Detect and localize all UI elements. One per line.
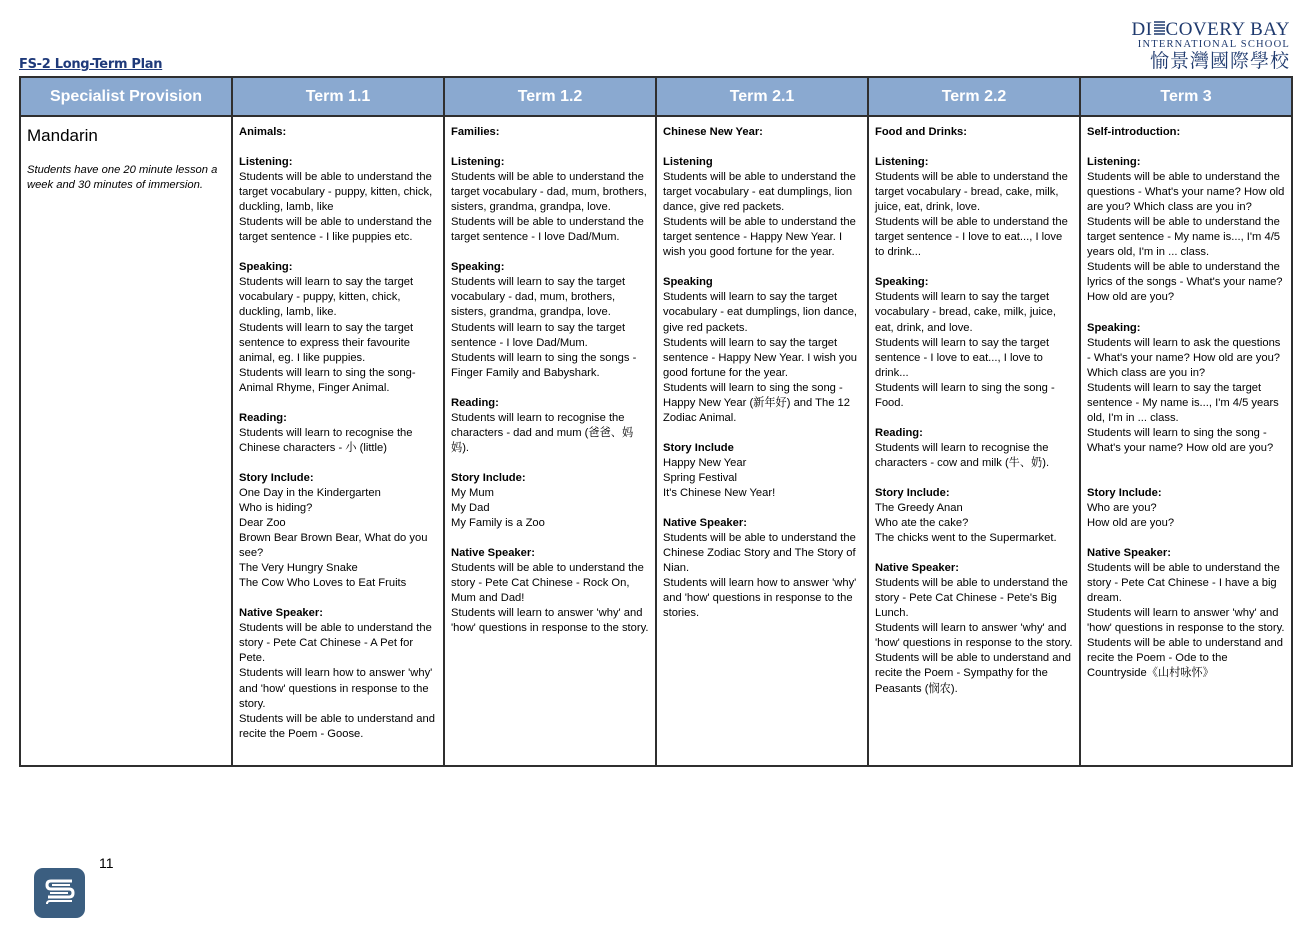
section-line: It's Chinese New Year! bbox=[663, 486, 776, 499]
long-term-plan-table bbox=[19, 76, 1293, 767]
section-title: Native Speaker: bbox=[875, 562, 959, 575]
section-title: Listening bbox=[663, 156, 713, 169]
term-section bbox=[451, 471, 649, 531]
section-line: Students will be able to understand the Chinese Zodiac Story and The Story of Nian. bbox=[663, 532, 856, 575]
section-line: Students will learn to say the target sentence to express their favourite animal, eg. I like puppies. bbox=[239, 321, 414, 364]
term-topic: Chinese New Year: bbox=[663, 126, 763, 138]
section-line: Who are you? bbox=[1087, 501, 1157, 514]
term-section bbox=[239, 606, 437, 741]
section-line: Students will be able to understand the questions - What's your name? How old are you? Which class are you in? bbox=[1087, 171, 1285, 214]
section-title: Reading: bbox=[451, 396, 499, 409]
term-topic: Self-introduction: bbox=[1087, 126, 1181, 138]
table-row bbox=[20, 116, 1292, 766]
logo-chinese: 愉景灣國際學校 bbox=[1149, 50, 1290, 72]
section-line: Spring Festival bbox=[663, 471, 737, 484]
column-header: Specialist Provision bbox=[20, 77, 232, 116]
term-section bbox=[239, 411, 437, 456]
section-line: Students will learn to say the target sentence - Happy New Year. I wish you good fortune for the year. bbox=[663, 336, 858, 379]
section-title: Native Speaker: bbox=[239, 607, 323, 620]
term-section bbox=[875, 561, 1073, 696]
term-section bbox=[1087, 486, 1285, 531]
term-section bbox=[239, 471, 437, 591]
section-title: Listening: bbox=[451, 156, 505, 169]
page-number: 11 bbox=[99, 855, 114, 871]
section-title: Story Include: bbox=[875, 486, 950, 499]
section-line: Students will learn to recognise the Chinese characters - 小 (little) bbox=[239, 426, 413, 454]
term-section bbox=[451, 396, 649, 456]
section-line: The Greedy Anan bbox=[875, 501, 963, 514]
logo-s-mark-icon bbox=[1153, 21, 1166, 36]
section-line: Students will learn how to answer 'why' and 'how' questions in response to the stories. bbox=[663, 577, 857, 620]
section-line: Students will learn to say the target vocabulary - eat dumplings, lion dance, give red packets. bbox=[663, 291, 858, 334]
section-line: Dear Zoo bbox=[239, 517, 286, 530]
term-section bbox=[451, 155, 649, 245]
section-line: The Cow Who Loves to Eat Fruits bbox=[239, 577, 407, 590]
term-section bbox=[239, 260, 437, 395]
section-line: Students will learn to say the target vocabulary - puppy, kitten, chick, duckling, lamb, like. bbox=[239, 276, 414, 319]
section-line: Students will be able to understand and recite the Poem - Sympathy for the Peasants (悯农). bbox=[875, 652, 1071, 695]
term-section bbox=[1087, 321, 1285, 471]
term-topic: Food and Drinks: bbox=[875, 126, 967, 138]
section-line: Students will learn to recognise the characters - cow and milk (牛、奶). bbox=[875, 441, 1050, 469]
term-section bbox=[663, 275, 861, 425]
section-line: How old are you? bbox=[1087, 517, 1175, 530]
section-line: Students will be able to understand the target vocabulary - eat dumplings, lion dance, give red packets. bbox=[663, 171, 856, 214]
column-header: Term 2.2 bbox=[868, 77, 1080, 116]
term-cell bbox=[444, 116, 656, 766]
term-cell bbox=[1080, 116, 1292, 766]
section-line: Students will learn to recognise the characters - dad and mum (爸爸、妈妈). bbox=[451, 411, 634, 454]
term-section bbox=[875, 155, 1073, 260]
section-line: Students will be able to understand the target sentence - My name is..., I'm 4/5 years old, I'm in ... class. bbox=[1087, 216, 1281, 259]
section-title: Reading: bbox=[239, 411, 287, 424]
section-line: Students will be able to understand the target sentence - Happy New Year. I wish you good fortune for the year. bbox=[663, 216, 856, 259]
section-line: Students will learn to say the target vocabulary - dad, mum, brothers, sisters, grandma, grandpa, love. bbox=[451, 276, 626, 319]
section-line: My Dad bbox=[451, 501, 490, 514]
section-title: Story Include: bbox=[239, 471, 314, 484]
term-section bbox=[875, 486, 1073, 546]
section-line: One Day in the Kindergarten bbox=[239, 486, 381, 499]
section-title: Speaking: bbox=[875, 276, 929, 289]
term-section bbox=[875, 426, 1073, 471]
subject-name: Mandarin bbox=[27, 126, 98, 145]
section-title: Story Include: bbox=[451, 471, 526, 484]
section-title: Listening: bbox=[875, 156, 929, 169]
section-line: Students will be able to understand the story - Pete Cat Chinese - Rock On, Mum and Dad! bbox=[451, 562, 644, 605]
section-line: My Mum bbox=[451, 486, 494, 499]
subject-note: Students have one 20 minute lesson a week and 30 minutes of immersion. bbox=[27, 164, 218, 192]
school-logo bbox=[1131, 20, 1290, 72]
term-section bbox=[239, 155, 437, 245]
term-section bbox=[663, 441, 861, 501]
section-line: Students will learn to say the target sentence - I love Dad/Mum. bbox=[451, 321, 626, 349]
term-section bbox=[875, 275, 1073, 410]
section-line: Students will be able to understand and recite the Poem - Ode to the Countryside《山村咏怀》 bbox=[1087, 637, 1283, 680]
section-line: Happy New Year bbox=[663, 456, 747, 469]
section-line: Students will learn to sing the songs - Finger Family and Babyshark. bbox=[451, 351, 637, 379]
section-title: Story Include: bbox=[1087, 486, 1162, 499]
term-section bbox=[663, 155, 861, 260]
section-line: Students will learn to ask the questions - What's your name? How old are you? Which class are you in? bbox=[1087, 336, 1281, 379]
section-line: My Family is a Zoo bbox=[451, 517, 545, 530]
table-header-row bbox=[20, 77, 1292, 116]
section-line: Brown Bear Brown Bear, What do you see? bbox=[239, 532, 428, 560]
section-title: Speaking bbox=[663, 276, 713, 289]
column-header: Term 1.1 bbox=[232, 77, 444, 116]
logo-english: DI COVERY BAY bbox=[1131, 19, 1290, 40]
section-line: Students will be able to understand the target vocabulary - puppy, kitten, chick, duckling, lamb, like bbox=[239, 171, 433, 214]
section-line: Students will learn how to answer 'why' and 'how' questions in response to the story. bbox=[239, 667, 433, 710]
column-header: Term 1.2 bbox=[444, 77, 656, 116]
section-title: Native Speaker: bbox=[1087, 547, 1171, 560]
section-line: Students will learn to sing the song - Food. bbox=[875, 381, 1055, 409]
section-title: Reading: bbox=[875, 426, 923, 439]
term-cell bbox=[656, 116, 868, 766]
section-title: Listening: bbox=[239, 156, 293, 169]
section-line: Students will learn to say the target vocabulary - bread, cake, milk, juice, eat, drink, and love. bbox=[875, 291, 1056, 334]
column-header: Term 3 bbox=[1080, 77, 1292, 116]
column-header: Term 2.1 bbox=[656, 77, 868, 116]
section-line: Who ate the cake? bbox=[875, 517, 969, 530]
section-line: Students will learn to sing the song- Animal Rhyme, Finger Animal. bbox=[239, 366, 416, 394]
section-line: Students will be able to understand and recite the Poem - Goose. bbox=[239, 712, 435, 740]
section-title: Story Include bbox=[663, 441, 734, 454]
logo-subtitle: INTERNATIONAL SCHOOL bbox=[1137, 39, 1290, 50]
section-line: Students will be able to understand the target vocabulary - bread, cake, milk, juice, eat, drink, love. bbox=[875, 171, 1068, 214]
section-line: Students will be able to understand the story - Pete Cat Chinese - Pete's Big Lunch. bbox=[875, 577, 1068, 620]
term-topic: Families: bbox=[451, 126, 500, 138]
section-title: Speaking: bbox=[239, 261, 293, 274]
section-line: The chicks went to the Supermarket. bbox=[875, 532, 1057, 545]
specialist-cell bbox=[20, 116, 232, 766]
section-line: Students will be able to understand the story - Pete Cat Chinese - A Pet for Pete. bbox=[239, 622, 432, 665]
term-section bbox=[1087, 546, 1285, 681]
section-line: Who is hiding? bbox=[239, 501, 313, 514]
section-title: Native Speaker: bbox=[663, 517, 747, 530]
section-line: Students will be able to understand the lyrics of the songs - What's your name? How old are you? bbox=[1087, 261, 1283, 304]
section-title: Speaking: bbox=[1087, 321, 1141, 334]
section-title: Native Speaker: bbox=[451, 547, 535, 560]
section-line: Students will be able to understand the target sentence - I like puppies etc. bbox=[239, 216, 432, 244]
section-title: Listening: bbox=[1087, 156, 1141, 169]
document-title: FS-2 Long-Term Plan bbox=[19, 57, 163, 72]
section-line: Students will be able to understand the target sentence - I love to eat..., I love to drink... bbox=[875, 216, 1068, 259]
term-topic: Animals: bbox=[239, 126, 287, 138]
section-line: The Very Hungry Snake bbox=[239, 562, 358, 575]
section-line: Students will be able to understand the target vocabulary - dad, mum, brothers, sisters, grandma, grandpa, love. bbox=[451, 171, 647, 214]
s-logo-icon bbox=[34, 868, 85, 918]
section-line: Students will learn to sing the song - What's your name? How old are you? bbox=[1087, 426, 1274, 454]
section-line: Students will learn to answer 'why' and 'how' questions in response to the story. bbox=[451, 607, 649, 635]
section-line: Students will learn to say the target sentence - My name is..., I'm 4/5 years old, I'm in ... class. bbox=[1087, 381, 1279, 424]
section-line: Students will learn to say the target sentence - I love to eat..., I love to drink... bbox=[875, 336, 1050, 379]
term-cell bbox=[868, 116, 1080, 766]
term-section bbox=[451, 260, 649, 380]
section-line: Students will be able to understand the story - Pete Cat Chinese - I have a big dream. bbox=[1087, 562, 1280, 605]
section-title: Speaking: bbox=[451, 261, 505, 274]
term-section bbox=[663, 516, 861, 621]
section-line: Students will be able to understand the target sentence - I love Dad/Mum. bbox=[451, 216, 644, 244]
section-line: Students will learn to answer 'why' and 'how' questions in response to the story. bbox=[1087, 607, 1285, 635]
section-line: Students will learn to answer 'why' and 'how' questions in response to the story. bbox=[875, 622, 1073, 650]
term-section bbox=[451, 546, 649, 636]
term-section bbox=[1087, 155, 1285, 305]
term-cell bbox=[232, 116, 444, 766]
section-line: Students will learn to sing the song - Happy New Year (新年好) and The 12 Zodiac Animal. bbox=[663, 381, 850, 424]
